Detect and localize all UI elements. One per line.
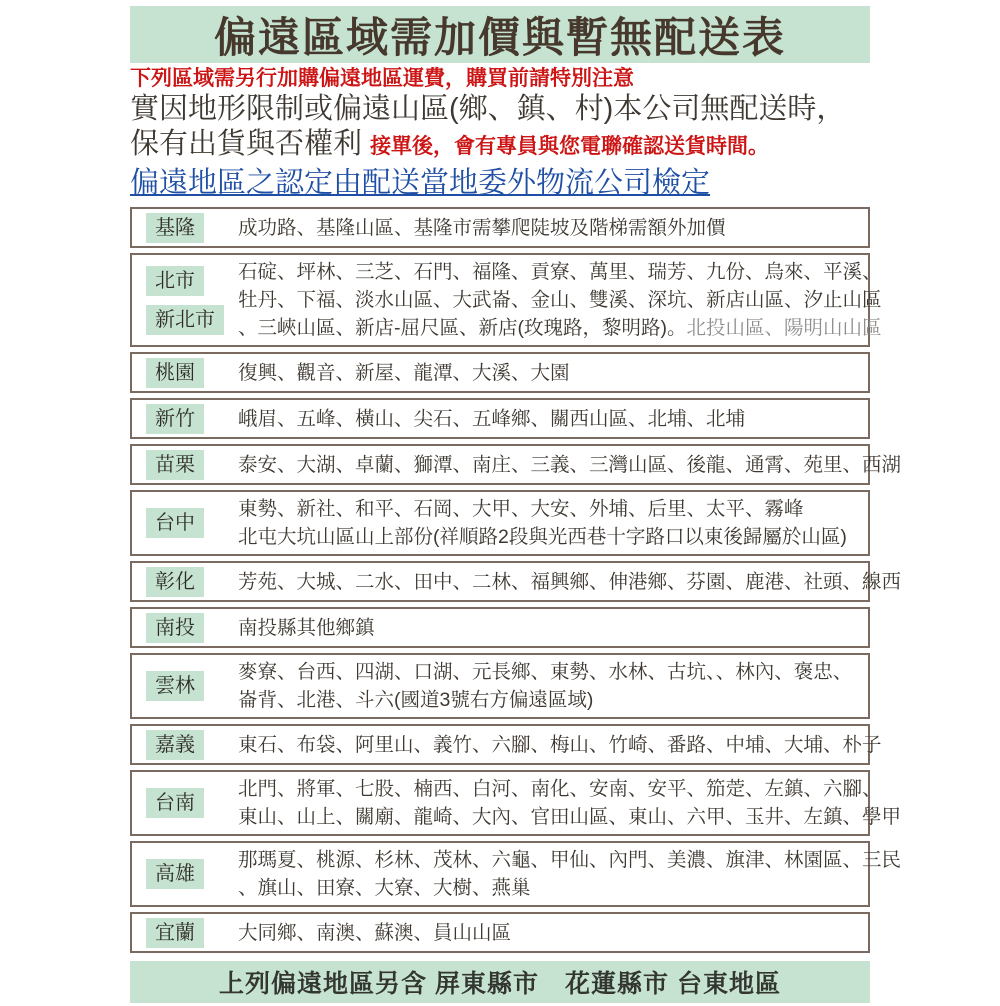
region-label-column xyxy=(146,567,228,597)
region-line xyxy=(238,919,860,947)
region-label-column xyxy=(146,508,228,538)
region-label-column xyxy=(146,404,228,434)
region-line xyxy=(238,686,860,714)
page-title-strip xyxy=(130,6,870,63)
region-areas-text xyxy=(238,451,901,479)
region-line xyxy=(238,658,860,686)
region-text: 那瑪夏、桃源、杉林、茂林、六龜、甲仙、內門、美濃、旗津、林園區、三民 xyxy=(238,849,902,871)
region-text: 芳苑、大城、二水、田中、二林、福興鄉、伸港鄉、芬園、鹿港、社頭、線西 xyxy=(238,570,902,593)
region-label: 新北市 xyxy=(146,305,224,335)
region-label: 宜蘭 xyxy=(146,918,204,948)
region-text: 東山、山上、關廟、龍崎、大內、官田山區、東山、六甲、玉井、左鎮、學甲 xyxy=(238,806,902,828)
region-label: 台中 xyxy=(146,508,204,538)
region-line xyxy=(238,314,882,342)
region-label-column xyxy=(146,450,228,480)
region-areas-text xyxy=(238,775,901,831)
region-table xyxy=(130,207,902,953)
region-label-column xyxy=(146,788,228,818)
region-text: 、旗山、田寮、大寮、大樹、燕巢 xyxy=(238,877,531,899)
region-text: 、三峽山區、新店-屈尺區、新店(玫瑰路，黎明路)。 xyxy=(238,317,687,339)
region-label-column xyxy=(146,358,228,388)
region-text: 東石、布袋、阿里山、義竹、六腳、梅山、竹崎、番路、中埔、大埔、朴子 xyxy=(238,733,882,756)
region-label-column xyxy=(146,918,228,948)
region-row xyxy=(130,841,902,907)
region-row xyxy=(130,444,902,485)
region-text: 崙背、北港、斗六(國道3號右方偏遠區域) xyxy=(238,689,594,711)
region-areas-text xyxy=(238,359,860,387)
region-label: 高雄 xyxy=(146,859,204,889)
region-areas-text xyxy=(238,846,901,902)
surcharge-warning-text: 下列區域需另行加購偏遠地區運費，購買前請特別注意 xyxy=(130,66,634,90)
logistics-verification-note: 偏遠地區之認定由配送當地委外物流公司檢定 xyxy=(130,167,711,199)
region-label-column xyxy=(146,859,228,889)
region-areas-text xyxy=(238,258,882,342)
region-label: 苗栗 xyxy=(146,450,204,480)
region-row xyxy=(130,653,870,719)
region-line xyxy=(238,568,901,596)
region-text: 峨眉、五峰、橫山、尖石、五峰鄉、關西山區、北埔、北埔 xyxy=(238,407,746,430)
region-line xyxy=(238,846,901,874)
region-line xyxy=(238,405,860,433)
no-delivery-note-line2 xyxy=(130,127,870,164)
region-row xyxy=(130,490,870,556)
region-text: 南投縣其他鄉鎮 xyxy=(238,616,375,639)
region-text: 成功路、基隆山區、基隆市需攀爬陡坡及階梯需額外加價 xyxy=(238,216,726,239)
region-text: 石碇、坪林、三芝、石門、福隆、貢寮、萬里、瑞芳、九份、烏來、平溪、 xyxy=(238,261,882,283)
rights-reserved-text: 保有出貨與否權利 xyxy=(130,128,371,160)
region-row xyxy=(130,912,870,953)
region-label-column xyxy=(146,613,228,643)
region-areas-text xyxy=(238,405,860,433)
region-label-column xyxy=(146,213,228,243)
region-areas-text xyxy=(238,214,860,242)
region-label: 嘉義 xyxy=(146,730,204,760)
region-label: 基隆 xyxy=(146,213,204,243)
region-row xyxy=(130,398,870,439)
region-line xyxy=(238,451,901,479)
region-line xyxy=(238,359,860,387)
region-label: 彰化 xyxy=(146,567,204,597)
region-label-column xyxy=(146,266,228,335)
region-areas-text xyxy=(238,495,860,551)
region-text: 泰安、大湖、卓蘭、獅潭、南庄、三義、三灣山區、後龍、通霄、苑里、西湖 xyxy=(238,453,902,476)
region-label-column xyxy=(146,671,228,701)
region-row xyxy=(130,352,870,393)
remote-area-delivery-notice xyxy=(130,6,902,1003)
page-title: 偏遠區域需加價與暫無配送表 xyxy=(213,13,786,61)
region-row xyxy=(130,561,902,602)
region-text: 北屯大坑山區山上部份(祥順路2段與光西巷十字路口以東後歸屬於山區) xyxy=(238,526,847,548)
region-label: 新竹 xyxy=(146,404,204,434)
region-label: 桃園 xyxy=(146,358,204,388)
region-label: 台南 xyxy=(146,788,204,818)
region-text: 麥寮、台西、四湖、口湖、元長鄉、東勢、水林、古坑、、林內、褒忠、 xyxy=(238,661,853,683)
region-text: 東勢、新社、和平、石岡、大甲、大安、外埔、后里、太平、霧峰 xyxy=(238,498,804,520)
region-areas-text xyxy=(238,919,860,947)
region-row xyxy=(130,724,882,765)
region-text: 大同鄉、南澳、蘇澳、員山山區 xyxy=(238,921,512,944)
region-label: 雲林 xyxy=(146,671,204,701)
region-label-column xyxy=(146,730,228,760)
no-delivery-note-line1: 實因地形限制或偏遠山區(鄉、鎮、村)本公司無配送時， xyxy=(130,93,846,125)
region-row xyxy=(130,207,870,248)
region-line xyxy=(238,258,882,286)
region-areas-text xyxy=(238,731,882,759)
footer-strip xyxy=(130,961,870,1003)
region-line xyxy=(238,775,901,803)
region-row xyxy=(130,770,902,836)
region-areas-text xyxy=(238,614,860,642)
region-text: 北門、將軍、七股、楠西、白河、南化、安南、安平、笳萣、左鎮、六腳、 xyxy=(238,778,882,800)
region-label: 南投 xyxy=(146,613,204,643)
contact-confirmation-text: 接單後，會有專員與您電聯確認送貨時間。 xyxy=(370,134,770,158)
region-text: 復興、觀音、新屋、龍潭、大溪、大園 xyxy=(238,361,570,384)
region-areas-text xyxy=(238,658,860,714)
region-row xyxy=(130,253,882,347)
region-line xyxy=(238,614,860,642)
region-label: 北市 xyxy=(146,266,204,296)
region-text-muted: 北投山區、陽明山山區 xyxy=(686,317,882,339)
region-line xyxy=(238,523,860,551)
region-row xyxy=(130,607,870,648)
region-line xyxy=(238,495,860,523)
footer-extra-regions-text: 上列偏遠地區另含 屏東縣市 花蓮縣市 台東地區 xyxy=(219,970,781,998)
region-text: 牡丹、下福、淡水山區、大武崙、金山、雙溪、深坑、新店山區、汐止山區 xyxy=(238,289,882,311)
region-line xyxy=(238,286,882,314)
region-areas-text xyxy=(238,568,901,596)
region-line xyxy=(238,874,901,902)
region-line xyxy=(238,731,882,759)
region-line xyxy=(238,214,860,242)
region-line xyxy=(238,803,901,831)
